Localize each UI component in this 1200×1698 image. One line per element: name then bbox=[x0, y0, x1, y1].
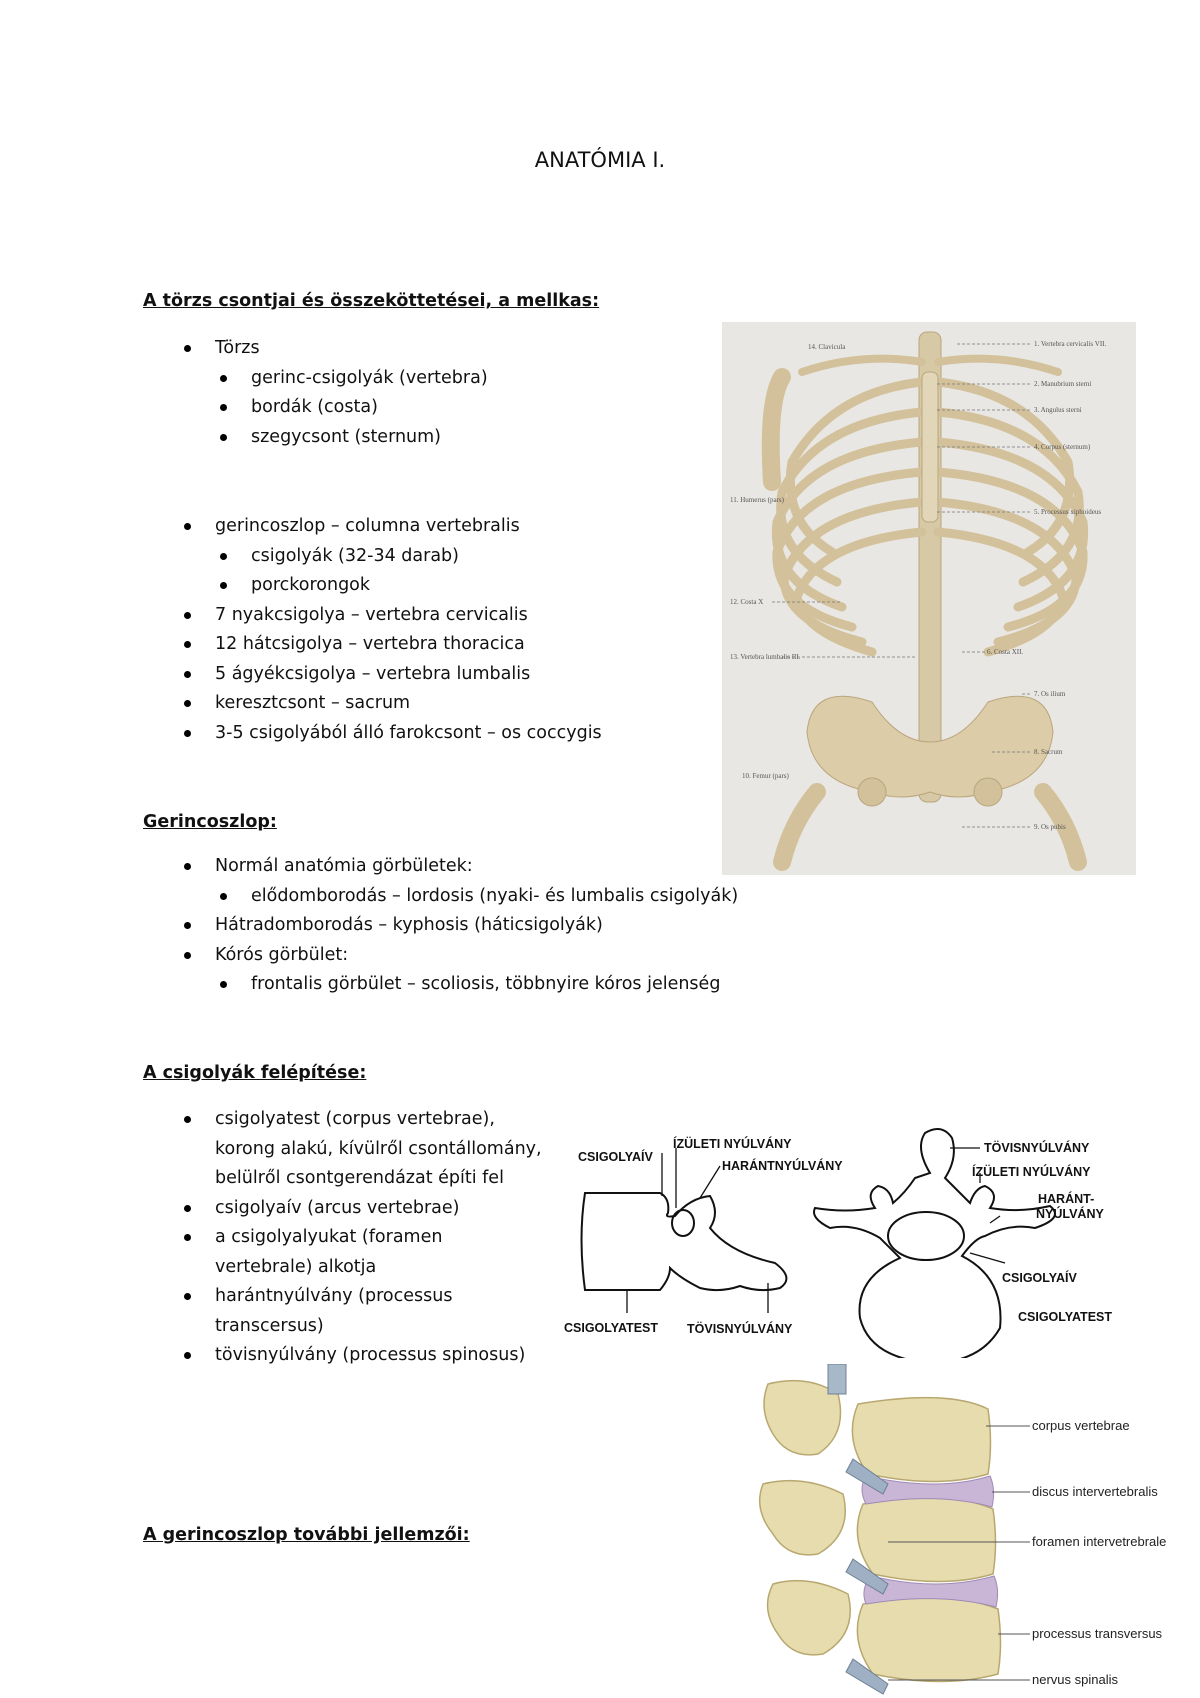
list-item: keresztcsont – sacrum bbox=[143, 689, 602, 719]
bullet-icon bbox=[220, 404, 227, 411]
bullet-icon bbox=[184, 1205, 191, 1212]
list-item: gerinc-csigolyák (vertebra) bbox=[143, 364, 602, 394]
list-item: szegycsont (sternum) bbox=[143, 423, 602, 453]
skeleton-label: 10. Femur (pars) bbox=[742, 772, 789, 780]
list-item: 3-5 csigolyából álló farokcsont – os coccygis bbox=[143, 719, 602, 749]
vertebra-label: TÖVISNYÚLVÁNY bbox=[984, 1141, 1090, 1155]
skeleton-label: 12. Costa X bbox=[730, 598, 764, 606]
list-item: csigolyaív (arcus vertebrae) bbox=[143, 1194, 563, 1224]
list-item: elődomborodás – lordosis (nyaki- és lumbalis csigolyák) bbox=[143, 882, 738, 912]
vertebra-label: HARÁNTNYÚLVÁNY bbox=[722, 1159, 843, 1173]
skeleton-label: 13. Vertebra lumbalis III. bbox=[730, 653, 801, 661]
bullet-icon bbox=[184, 1352, 191, 1359]
spine-label: discus intervertebralis bbox=[1032, 1484, 1158, 1499]
list-item: gerincoszlop – columna vertebralis bbox=[143, 512, 602, 542]
list-item: a csigolyalyukat (foramen vertebrale) alkotja bbox=[143, 1223, 563, 1282]
bullet-icon bbox=[220, 434, 227, 441]
skeleton-label: 1. Vertebra cervicalis VII. bbox=[1034, 340, 1107, 348]
list-item: porckorongok bbox=[143, 571, 602, 601]
skeleton-illustration bbox=[722, 322, 1136, 875]
skeleton-label: 5. Processus xiphoideus bbox=[1034, 508, 1102, 516]
bullet-icon bbox=[184, 922, 191, 929]
list-item: 5 ágyékcsigolya – vertebra lumbalis bbox=[143, 660, 602, 690]
list-item: tövisnyúlvány (processus spinosus) bbox=[143, 1341, 563, 1371]
list-spacer bbox=[143, 452, 602, 512]
bullet-icon bbox=[184, 1234, 191, 1241]
vertebra-label: ÍZÜLETI NYÚLVÁNY bbox=[972, 1165, 1091, 1179]
bullet-icon bbox=[220, 553, 227, 560]
bullet-icon bbox=[184, 523, 191, 530]
bullet-icon bbox=[184, 612, 191, 619]
thorax-skeleton-figure bbox=[722, 322, 1136, 875]
list-item: 7 nyakcsigolya – vertebra cervicalis bbox=[143, 601, 602, 631]
vertebra-label: HARÁNT- bbox=[1038, 1192, 1095, 1206]
skeleton-label: 9. Os pubis bbox=[1034, 823, 1066, 831]
bullet-icon bbox=[184, 345, 191, 352]
skeleton-label: 14. Clavicula bbox=[808, 343, 846, 351]
list-item: harántnyúlvány (processus transcersus) bbox=[143, 1282, 563, 1341]
bullet-icon bbox=[184, 730, 191, 737]
vertebra-label: CSIGOLYAÍV bbox=[578, 1150, 653, 1164]
skeleton-label: 8. Sacrum bbox=[1034, 748, 1063, 756]
skeleton-label: 4. Corpus (sternum) bbox=[1034, 443, 1091, 451]
bullet-icon bbox=[184, 671, 191, 678]
section-heading-gerincoszlop: Gerincoszlop: bbox=[143, 812, 277, 832]
section-heading-csigolyak: A csigolyák felépítése: bbox=[143, 1063, 367, 1083]
skeleton-label: 7. Os ilium bbox=[1034, 690, 1066, 698]
spine-segment-figure bbox=[748, 1364, 1168, 1698]
skeleton-label: 3. Angulus sterni bbox=[1034, 406, 1082, 414]
list-item: bordák (costa) bbox=[143, 393, 602, 423]
vertebra-label: TÖVISNYÚLVÁNY bbox=[687, 1322, 793, 1336]
vertebra-label: NYÚLVÁNY bbox=[1036, 1207, 1104, 1221]
csigolyak-list bbox=[143, 1105, 563, 1371]
section-heading-torzs: A törzs csontjai és összeköttetései, a mellkas: bbox=[143, 291, 600, 311]
section-heading-tovabbi: A gerincoszlop további jellemzői: bbox=[143, 1525, 470, 1545]
skeleton-label: 6. Costa XII. bbox=[987, 648, 1024, 656]
bullet-icon bbox=[184, 1293, 191, 1300]
spine-label: processus transversus bbox=[1032, 1626, 1163, 1641]
bullet-icon bbox=[184, 1116, 191, 1123]
skeleton-label: 11. Humerus (pars) bbox=[730, 496, 784, 504]
bullet-icon bbox=[220, 375, 227, 382]
vertebra-diagram bbox=[560, 1118, 1140, 1358]
list-item: Normál anatómia görbületek: bbox=[143, 852, 738, 882]
torzs-list bbox=[143, 334, 602, 748]
gerincoszlop-list bbox=[143, 852, 738, 1000]
list-item: csigolyatest (corpus vertebrae), korong alakú, kívülről csontállomány, belülről csontgerendázat építi fel bbox=[143, 1105, 563, 1194]
list-item: Hátradomborodás – kyphosis (háticsigolyák) bbox=[143, 911, 738, 941]
bullet-icon bbox=[220, 893, 227, 900]
vertebra-label: ÍZÜLETI NYÚLVÁNY bbox=[673, 1137, 792, 1151]
list-item: Kórós görbület: bbox=[143, 941, 738, 971]
bullet-icon bbox=[184, 641, 191, 648]
bullet-icon bbox=[184, 700, 191, 707]
list-item: 12 hátcsigolya – vertebra thoracica bbox=[143, 630, 602, 660]
vertebra-label: CSIGOLYATEST bbox=[564, 1321, 659, 1335]
skeleton-label: 2. Manubrium sterni bbox=[1034, 380, 1092, 388]
bullet-icon bbox=[184, 952, 191, 959]
list-item: Törzs bbox=[143, 334, 602, 364]
vertebra-label: CSIGOLYATEST bbox=[1018, 1310, 1113, 1324]
bullet-icon bbox=[220, 981, 227, 988]
bullet-icon bbox=[184, 863, 191, 870]
page-title: ANATÓMIA I. bbox=[534, 148, 666, 172]
vertebra-label: CSIGOLYAÍV bbox=[1002, 1271, 1077, 1285]
spine-label: foramen intervetrebrale bbox=[1032, 1534, 1167, 1549]
spine-label: nervus spinalis bbox=[1032, 1672, 1118, 1687]
bullet-icon bbox=[220, 582, 227, 589]
spine-label: corpus vertebrae bbox=[1032, 1418, 1130, 1433]
list-item: csigolyák (32-34 darab) bbox=[143, 542, 602, 572]
list-item: frontalis görbület – scoliosis, többnyire kóros jelenség bbox=[143, 970, 738, 1000]
